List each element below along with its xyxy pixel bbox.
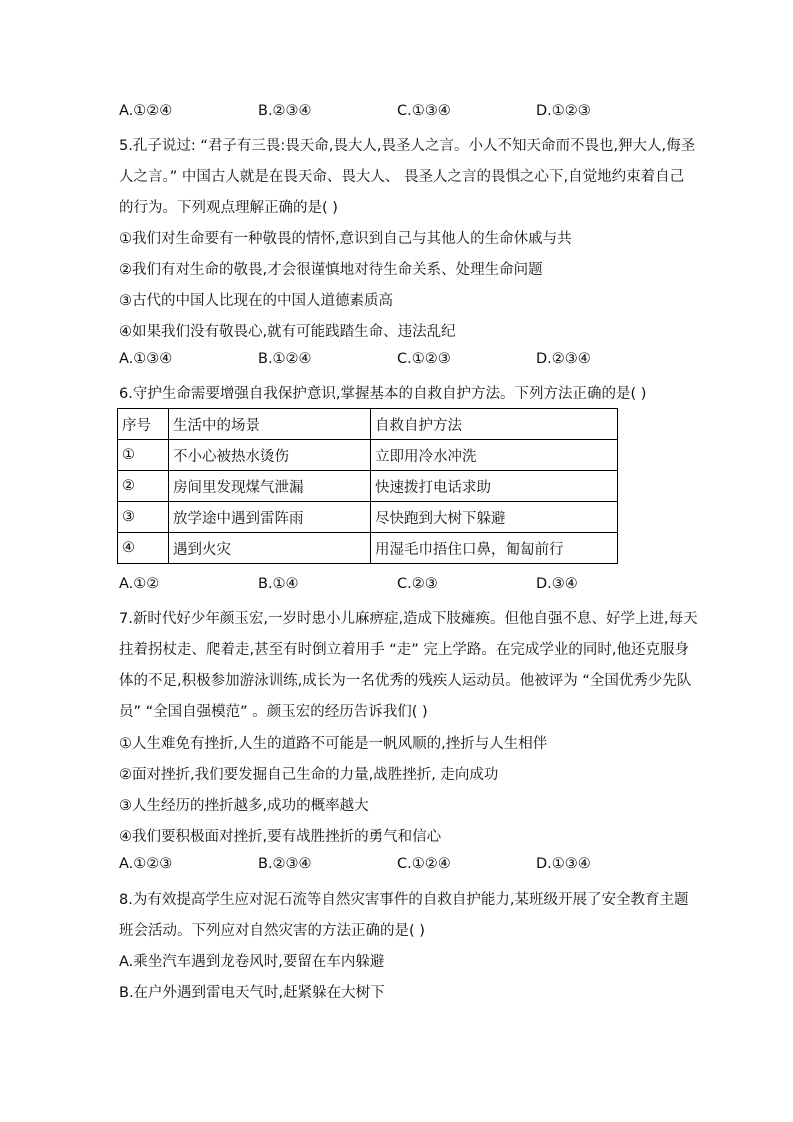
table-header-cell: 生活中的场景: [169, 409, 371, 440]
q8-stem-line-1: 8.为有效提高学生应对泥石流等自然灾害事件的自救自护能力,某班级开展了安全教育主题: [119, 892, 689, 908]
q5-item-4: ④如果我们没有敬畏心,就有可能践踏生命、违法乱纪: [119, 324, 456, 340]
table-cell: 房间里发现煤气泄漏: [169, 471, 371, 502]
q7-option-b: B.②③④: [258, 856, 312, 872]
q8-stem-line-2: 班会活动。下列应对自然灾害的方法正确的是( ): [119, 923, 425, 939]
table-row: [118, 440, 618, 471]
table-row: [118, 533, 618, 564]
q7-stem-line-1: 7.新时代好少年颜玉宏,一岁时患小儿麻痹症,造成下肢瘫痪。但他自强不息、好学上进,每天: [119, 611, 698, 627]
q7-stem-line-2: 拄着拐杖走、爬着走,甚至有时倒立着用手 “走” 完上学路。在完成学业的同时,他还克服身: [119, 642, 689, 658]
q4-option-a: A.①②④: [119, 103, 173, 119]
table-cell: 快速拨打电话求助: [371, 471, 618, 502]
q7-options: [119, 856, 679, 876]
table-header-cell: 序号: [118, 409, 169, 440]
q4-option-b: B.②③④: [258, 103, 312, 119]
table-cell: ③: [118, 502, 169, 533]
table-cell: 立即用冷水冲洗: [371, 440, 618, 471]
table-header-row: [118, 409, 618, 440]
q7-item-2: ②面对挫折,我们要发掘自己生命的力量,战胜挫折, 走向成功: [119, 767, 499, 783]
q6-options: [119, 576, 679, 596]
q5-item-2: ②我们有对生命的敬畏,才会很谨慎地对待生命关系、处理生命问题: [119, 262, 543, 278]
q7-item-1: ①人生难免有挫折,人生的道路不可能是一帆风顺的,挫折与人生相伴: [119, 736, 548, 752]
q7-item-4: ④我们要积极面对挫折,要有战胜挫折的勇气和信心: [119, 829, 442, 845]
q5-stem-line-1: 5.孔子说过: “君子有三畏:畏天命,畏大人,畏圣人之言。小人不知天命而不畏也,狎大人,侮圣: [119, 138, 696, 154]
table-cell: ④: [118, 533, 169, 564]
q6-option-b: B.①④: [258, 576, 299, 592]
table-cell: 尽快跑到大树下躲避: [371, 502, 618, 533]
q7-stem-line-4: 员” “全国自强模范” 。颜玉宏的经历告诉我们( ): [119, 704, 428, 720]
q5-item-1: ①我们对生命要有一种敬畏的情怀,意识到自己与其他人的生命休戚与共: [119, 231, 572, 247]
table-cell: 不小心被热水烫伤: [169, 440, 371, 471]
table-cell: 用湿毛巾捂住口鼻，匍匐前行: [371, 533, 618, 564]
q5-option-c: C.①②③: [397, 351, 451, 367]
q4-option-d: D.①②③: [536, 103, 591, 119]
q6-option-c: C.②③: [397, 576, 438, 592]
q6-table: [117, 408, 618, 564]
q5-stem-line-2: 人之言。” 中国古人就是在畏天命、畏大人、 畏圣人之言的畏惧之心下,自觉地约束着自己: [119, 169, 685, 185]
q5-stem-line-3: 的行为。下列观点理解正确的是( ): [119, 200, 338, 216]
q5-option-a: A.①③④: [119, 351, 173, 367]
q8-option-b: B.在户外遇到雷电天气时,赶紧躲在大树下: [119, 985, 385, 1001]
q8-option-a: A.乘坐汽车遇到龙卷风时,要留在车内躲避: [119, 954, 385, 970]
table-row: [118, 471, 618, 502]
table-cell: 放学途中遇到雷阵雨: [169, 502, 371, 533]
table-row: [118, 502, 618, 533]
q6-stem: 6.守护生命需要增强自我保护意识,掌握基本的自救自护方法。下列方法正确的是( ): [119, 386, 647, 402]
q4-option-c: C.①③④: [397, 103, 451, 119]
table-cell: ①: [118, 440, 169, 471]
q7-option-d: D.①③④: [536, 856, 591, 872]
q7-item-3: ③人生经历的挫折越多,成功的概率越大: [119, 798, 369, 814]
q4-options: [119, 103, 679, 123]
q5-option-d: D.②③④: [536, 351, 591, 367]
q6-option-a: A.①②: [119, 576, 160, 592]
q5-options: [119, 351, 679, 371]
q6-option-d: D.③④: [536, 576, 578, 592]
q5-option-b: B.①②④: [258, 351, 312, 367]
table-cell: 遇到火灾: [169, 533, 371, 564]
q7-option-c: C.①②④: [397, 856, 451, 872]
q7-option-a: A.①②③: [119, 856, 173, 872]
q5-item-3: ③古代的中国人比现在的中国人道德素质高: [119, 293, 393, 309]
table-header-cell: 自救自护方法: [371, 409, 618, 440]
table-cell: ②: [118, 471, 169, 502]
q7-stem-line-3: 体的不足,积极参加游泳训练,成长为一名优秀的残疾人运动员。他被评为 “全国优秀少先队: [119, 673, 692, 689]
